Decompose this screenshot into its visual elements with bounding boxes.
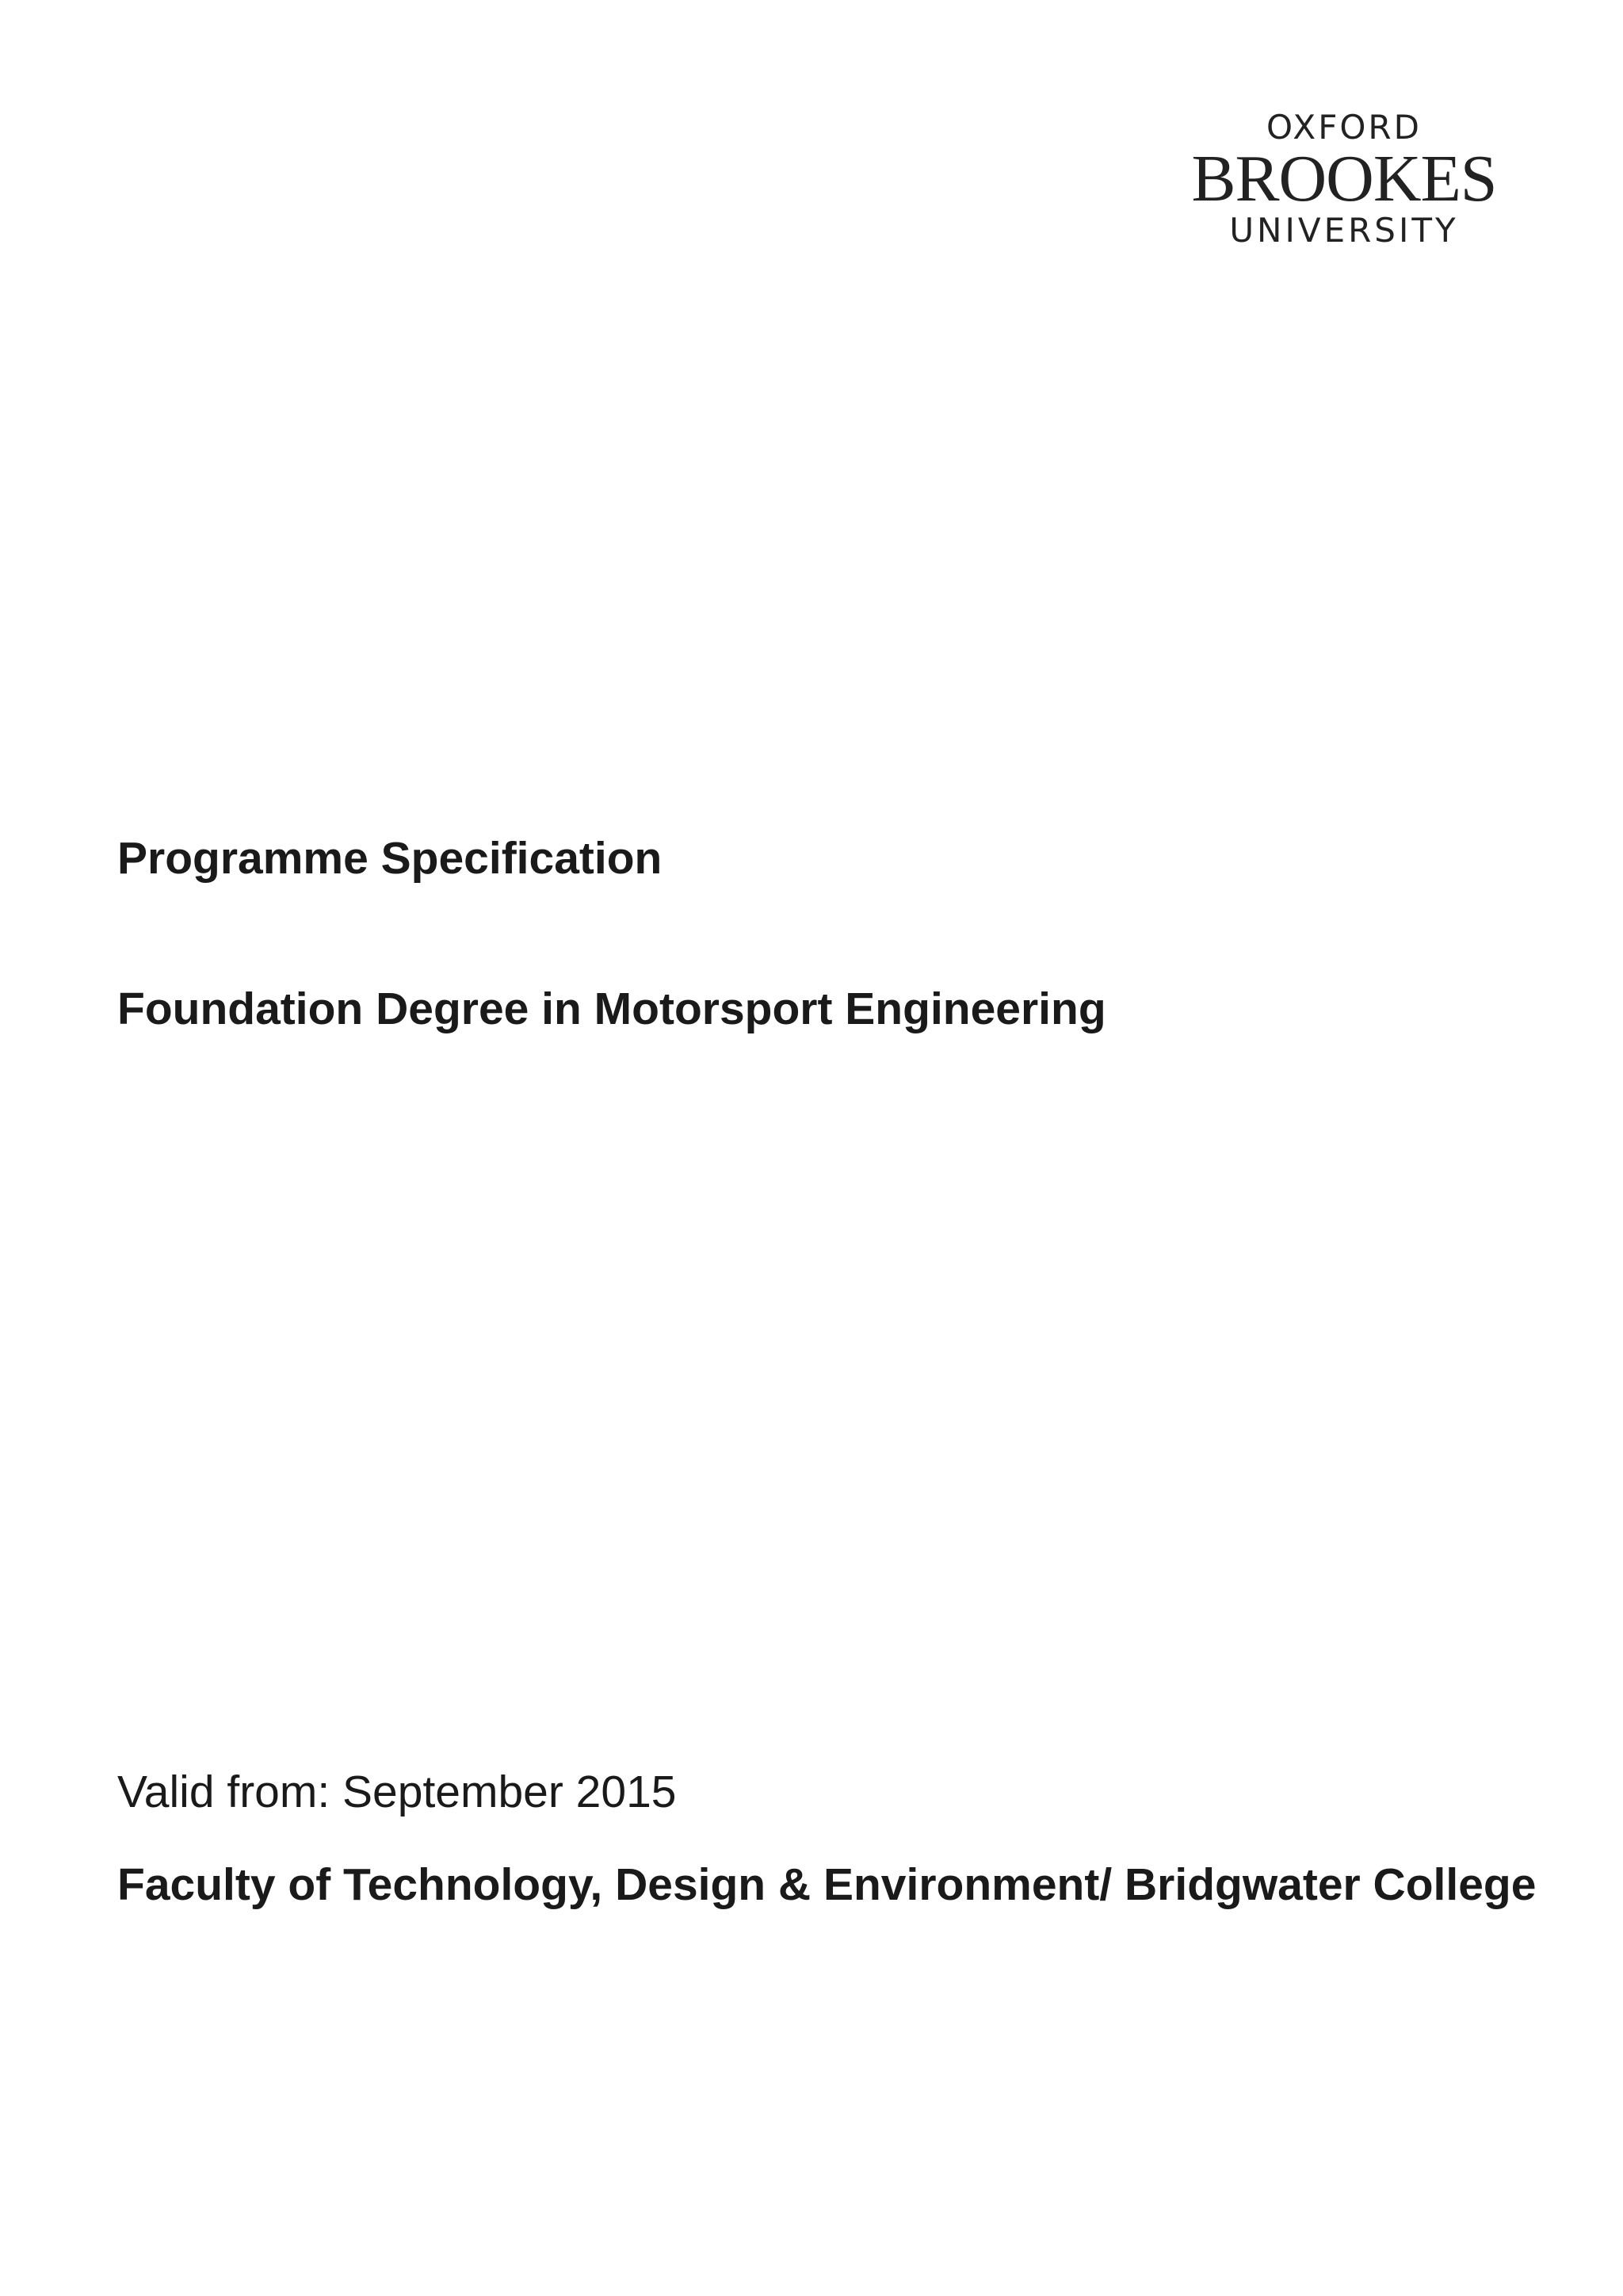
faculty-name: Faculty of Technology, Design & Environment/ Bridgwater College xyxy=(117,1859,1537,1910)
university-logo xyxy=(1178,108,1510,250)
logo-oxford: OXFORD xyxy=(1266,108,1422,147)
logo-brookes: BROOKES xyxy=(1191,142,1497,216)
logo-university: UNIVERSITY xyxy=(1229,211,1459,250)
valid-from-date: Valid from: September 2015 xyxy=(117,1767,677,1817)
programme-name: Foundation Degree in Motorsport Engineering xyxy=(117,984,1106,1034)
document-title: Programme Specification xyxy=(117,833,663,884)
